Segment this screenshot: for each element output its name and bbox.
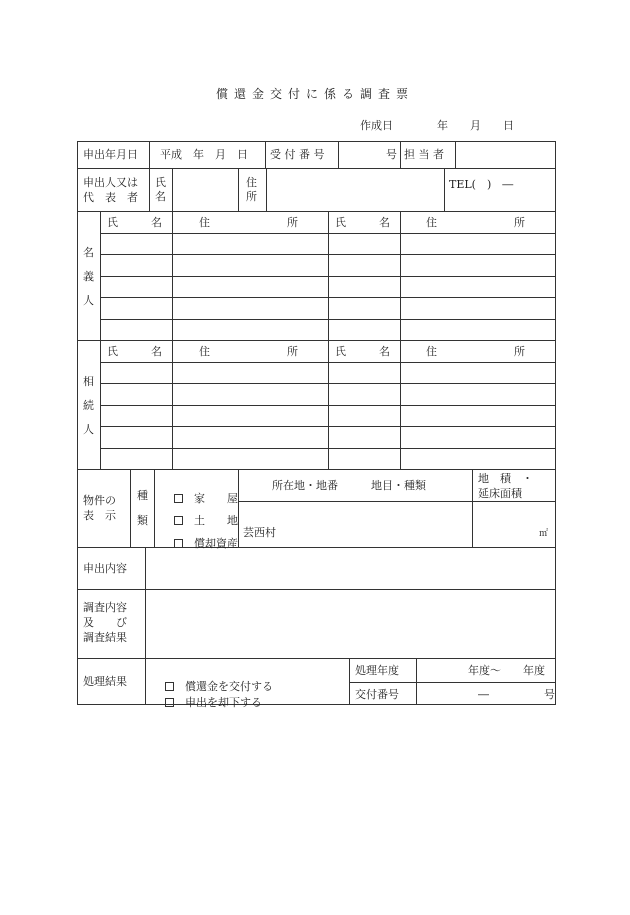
meigi-name-header: 氏 名: [107, 216, 162, 229]
rule: [265, 141, 266, 168]
survey-label-line3: 調査結果: [83, 631, 127, 644]
rule: [172, 211, 173, 469]
meigi-address-header: 住 所: [199, 216, 298, 229]
rule: [416, 658, 417, 705]
survey-label-line2: 及 び: [83, 616, 127, 629]
meigi-side-label-char: 名: [83, 246, 94, 259]
area-header-line2: 延床面積: [478, 487, 522, 500]
receipt-number-suffix: 号: [386, 148, 397, 161]
rule: [238, 469, 239, 547]
application-date-label: 申出年月日: [83, 148, 138, 161]
property-option-label: 土 地: [194, 514, 238, 527]
rule: [77, 340, 556, 341]
staff-label: 担 当 者: [404, 148, 444, 161]
rule: [238, 168, 239, 211]
rule: [349, 658, 350, 705]
rule: [444, 168, 445, 211]
name-label-char2: 名: [155, 190, 166, 203]
property-option-label: 家 屋: [194, 492, 238, 505]
area-header-line1: 地 積 ・: [478, 472, 533, 485]
meigi-side-label-char: 人: [83, 294, 94, 307]
created-date-label: 作成日 年 月 日: [360, 119, 514, 132]
result-option-reject[interactable]: [151, 683, 262, 722]
souzoku-side-label-char: 続: [83, 399, 94, 412]
rule: [77, 469, 556, 470]
rule: [130, 469, 131, 547]
property-option-depreciable[interactable]: [160, 524, 238, 563]
rule: [149, 168, 150, 211]
address-label-char1: 住: [246, 176, 257, 189]
checkbox-icon[interactable]: [174, 539, 183, 548]
result-option-label: 申出を却下する: [185, 696, 262, 709]
property-option-label: 償却資産: [194, 537, 238, 550]
meigi-name-header-2: 氏 名: [335, 216, 390, 229]
result-label: 処理結果: [83, 675, 127, 688]
fiscal-year-value[interactable]: 年度～ 年度: [468, 664, 545, 677]
souzoku-side-label-char: 人: [83, 423, 94, 436]
area-unit: ㎡: [539, 529, 549, 539]
name-label-char1: 氏: [155, 176, 166, 189]
address-label-char2: 所: [246, 190, 257, 203]
checkbox-icon[interactable]: [165, 698, 174, 707]
rule: [472, 469, 473, 547]
souzoku-side-label-char: 相: [83, 375, 94, 388]
survey-label-line1: 調査内容: [83, 601, 127, 614]
rule: [77, 547, 556, 548]
village-name: 芸西村: [243, 526, 276, 539]
kind-label-char1: 種: [137, 489, 148, 502]
grant-number-value[interactable]: ― 号: [478, 688, 555, 701]
rule: [77, 658, 556, 659]
meigi-address-header-2: 住 所: [426, 216, 525, 229]
result-option-label: 償還金を交付する: [185, 680, 273, 693]
rule: [455, 141, 456, 168]
rule: [149, 141, 150, 168]
rule: [172, 168, 173, 211]
rule: [145, 547, 146, 705]
rule: [400, 211, 401, 469]
content-label: 申出内容: [83, 562, 127, 575]
kind-label-char2: 類: [137, 514, 148, 527]
rule: [100, 211, 101, 469]
rule: [77, 211, 556, 212]
rule: [238, 501, 556, 502]
rule: [400, 141, 401, 168]
receipt-number-label: 受 付 番 号: [270, 148, 325, 161]
souzoku-address-header: 住 所: [199, 345, 298, 358]
application-date-value[interactable]: 平成 年 月 日: [160, 148, 248, 161]
document-title: 償還金交付に係る調査票: [215, 87, 414, 101]
applicant-label-line2: 代 表 者: [83, 191, 138, 204]
souzoku-name-header-2: 氏 名: [335, 345, 390, 358]
applicant-label-line1: 申出人又は: [83, 176, 138, 189]
location-header: 所在地・地番 地目・種類: [272, 479, 426, 492]
property-label-line2: 表 示: [83, 509, 116, 522]
rule: [77, 589, 556, 590]
rule: [328, 211, 329, 469]
rule: [349, 682, 556, 683]
rule: [154, 469, 155, 547]
souzoku-address-header-2: 住 所: [426, 345, 525, 358]
property-label-line1: 物件の: [83, 494, 116, 507]
souzoku-name-header: 氏 名: [107, 345, 162, 358]
rule: [266, 168, 267, 211]
fiscal-year-label: 処理年度: [355, 664, 399, 677]
meigi-side-label-char: 義: [83, 270, 94, 283]
tel-label[interactable]: TEL( ) ―: [449, 178, 514, 191]
rule: [338, 141, 339, 168]
grant-number-label: 交付番号: [355, 688, 399, 701]
